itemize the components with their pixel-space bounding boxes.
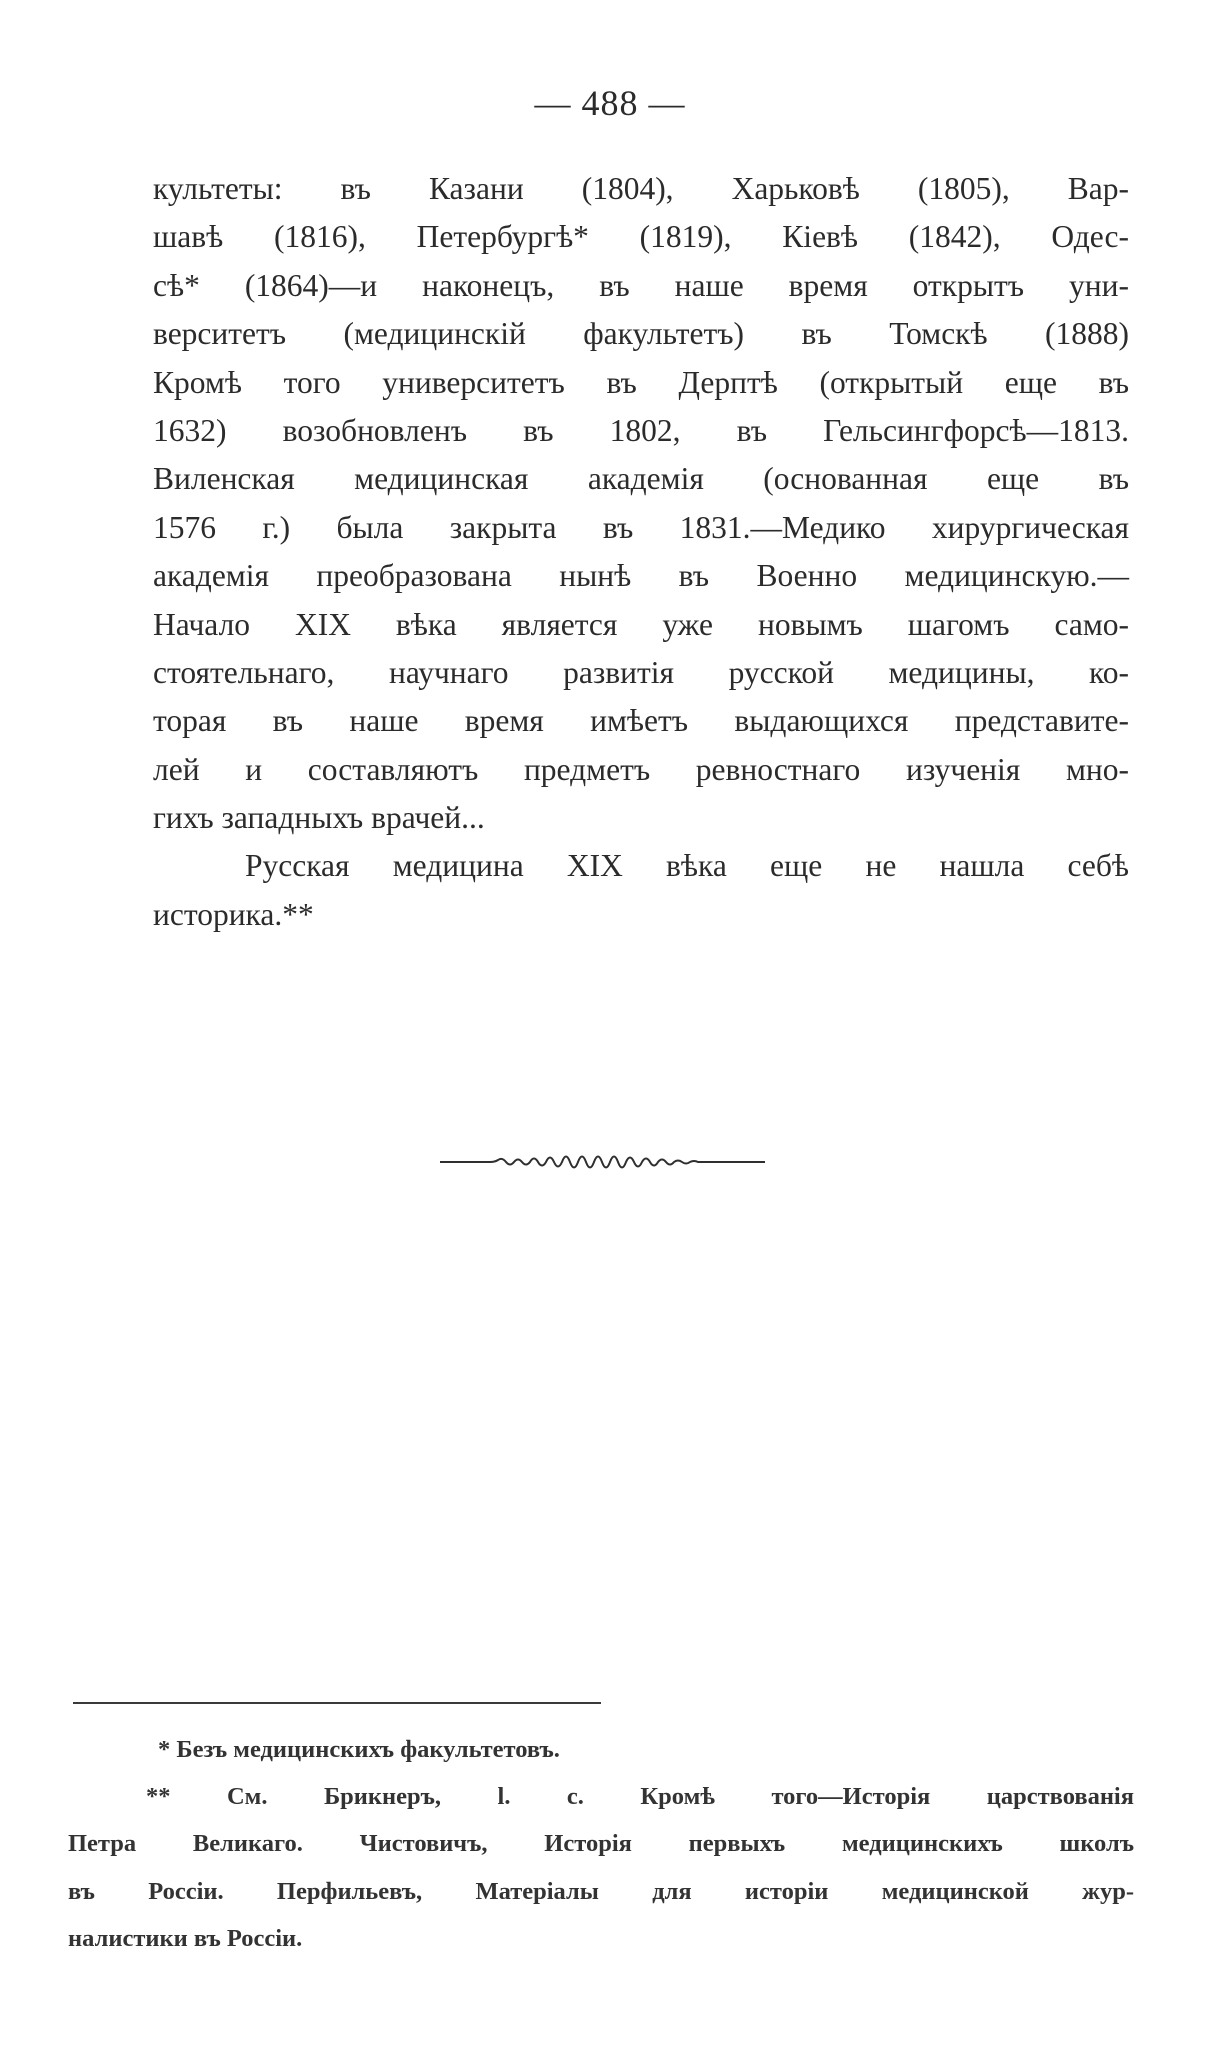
footnote-line: въ Россіи. Перфильевъ, Матеріалы для исторіи медицинской жур- <box>68 1877 1134 1905</box>
main-text <box>153 165 1129 939</box>
footnote-line: * Безъ медицинскихъ факультетовъ. <box>158 1736 560 1763</box>
footnote-line: налистики въ Россіи. <box>68 1924 303 1952</box>
text-line: торая въ наше время имѣетъ выдающихся представите- <box>153 703 1129 739</box>
text-line: академія преобразована нынѣ въ Военно медицинскую.— <box>153 558 1129 594</box>
footnote-line: Петра Великаго. Чистовичъ, Исторія первыхъ медицинскихъ школъ <box>68 1830 1134 1858</box>
text-line: культеты: въ Казани (1804), Харьковѣ (1805), Вар- <box>153 171 1129 206</box>
text-line: сѣ* (1864)—и наконецъ, въ наше время открытъ уни- <box>153 267 1129 303</box>
footnote-line: ** См. Брикнеръ, l. c. Кромѣ того—Исторія царствованія <box>146 1783 1134 1811</box>
text-line: 1576 г.) была закрыта въ 1831.—Медико хирургическая <box>153 509 1129 545</box>
page-number: — 488 — <box>534 83 686 123</box>
text-line: гихъ западныхъ врачей... <box>153 800 485 836</box>
text-line: шавѣ (1816), Петербургѣ* (1819), Кіевѣ (1842), Одес- <box>153 219 1129 255</box>
text-line: стоятельнаго, научнаго развитія русской медицины, ко- <box>153 654 1129 690</box>
text-line: лей и составляютъ предметъ ревностнаго изученія мно- <box>153 751 1129 787</box>
text-line: историка.** <box>153 896 314 932</box>
decorative-divider <box>440 1150 765 1174</box>
text-line: верситетъ (медицинскій факультетъ) въ Томскѣ (1888) <box>153 316 1129 352</box>
text-line: Виленская медицинская академія (основанная еще въ <box>153 461 1129 497</box>
text-line: Русская медицина XIX вѣка еще не нашла себѣ <box>245 848 1129 884</box>
text-line: 1632) возобновленъ въ 1802, въ Гельсингфорсѣ—1813. <box>153 412 1129 448</box>
text-line: Кромѣ того университетъ въ Дерптѣ (открытый еще въ <box>153 364 1129 400</box>
footnotes <box>68 1726 1134 1962</box>
footnote-separator <box>73 1702 601 1704</box>
text-line: Начало XIX вѣка является уже новымъ шагомъ само- <box>153 606 1129 642</box>
